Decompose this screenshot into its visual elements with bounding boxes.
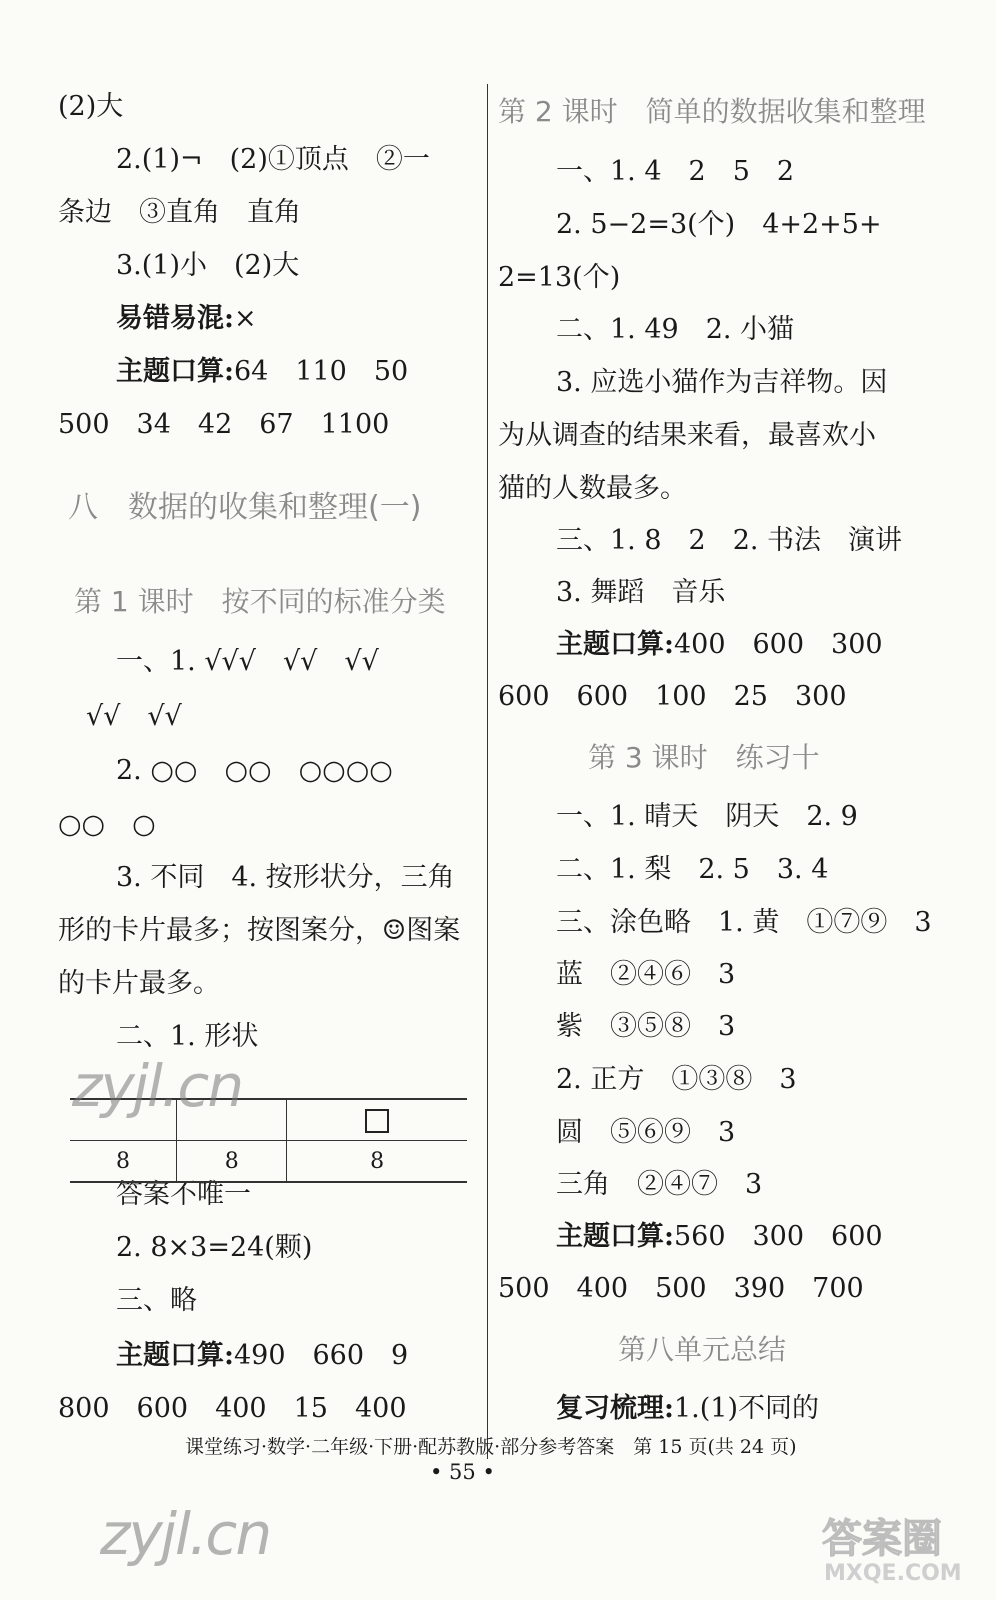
page-number: • 55 • <box>430 1460 495 1484</box>
answer-line: 3. 应选小猫作为吉祥物。因 <box>556 367 888 398</box>
answer-line: 500 400 500 390 700 <box>498 1273 864 1304</box>
answer-line: 三、略 <box>116 1285 197 1316</box>
answer-line: √√ √√ <box>86 701 182 732</box>
watermark: zyjl.cn <box>72 1052 243 1120</box>
answer-line: 形的卡片最多；按图案分，☺图案 <box>58 915 461 946</box>
logo-graphic <box>818 1508 968 1586</box>
answer-line: 800 600 400 15 400 <box>58 1393 407 1424</box>
value: 560 300 600 <box>673 1221 883 1252</box>
table-cell: 8 <box>70 1141 177 1183</box>
answer-line <box>116 355 408 389</box>
site-logo <box>818 1508 968 1586</box>
value: 400 600 300 <box>673 629 883 660</box>
answer-line: 一、1. 4 2 5 2 <box>556 156 795 187</box>
lesson-title: 第 2 课时 简单的数据收集和整理 <box>498 95 926 128</box>
answer-line: 2. 正方 ①③⑧ 3 <box>556 1064 797 1095</box>
label: 主题口算: <box>556 1221 674 1252</box>
answer-line: 二、1. 49 2. 小猫 <box>556 314 795 345</box>
value: × <box>233 303 257 334</box>
table-cell <box>287 1099 467 1141</box>
label: 主题口算: <box>116 1340 234 1371</box>
answer-line: 蓝 ②④⑥ 3 <box>556 959 736 990</box>
answer-line: 3. 舞蹈 音乐 <box>556 577 726 608</box>
answer-line: 二、1. 梨 2. 5 3. 4 <box>556 854 829 885</box>
table-cell: 8 <box>177 1141 287 1183</box>
answer-line: 二、1. 形状 <box>116 1021 259 1052</box>
answer-line: 2. ○○ ○○ ○○○○ <box>116 755 393 786</box>
answer-line: 的卡片最多。 <box>58 968 220 999</box>
chapter-title: 八 数据的收集和整理(一) <box>68 490 422 525</box>
section-title: 第八单元总结 <box>618 1333 787 1366</box>
answer-line: 三、1. 8 2 2. 书法 演讲 <box>556 525 903 556</box>
answer-line: 2.(1)¬ (2)①顶点 ②一 <box>116 144 430 175</box>
answer-line: ○○ ○ <box>58 809 156 840</box>
lesson-title: 第 1 课时 按不同的标准分类 <box>74 585 446 618</box>
answer-line: 2=13(个) <box>498 262 621 293</box>
answer-line: 一、1. 晴天 阴天 2. 9 <box>556 801 858 832</box>
square-icon <box>365 1109 389 1133</box>
answer-line: 为从调查的结果来看，最喜欢小 <box>498 420 876 451</box>
answer-line: 猫的人数最多。 <box>498 473 687 504</box>
answer-line: 答案不唯一 <box>116 1179 251 1210</box>
answer-line: 2. 8×3=24(颗) <box>116 1232 313 1263</box>
answer-line: 600 600 100 25 300 <box>498 681 847 712</box>
answer-line: 条边 ③直角 直角 <box>58 197 301 228</box>
answer-line <box>116 302 257 336</box>
answer-line: (2)大 <box>58 91 124 122</box>
logo-top-text: 答案圈 <box>822 1516 942 1562</box>
answer-line: 500 34 42 67 1100 <box>58 409 390 440</box>
lesson-title: 第 3 课时 练习十 <box>588 741 820 774</box>
value: 490 660 9 <box>233 1340 409 1371</box>
answer-line: 3. 不同 4. 按形状分，三角 <box>116 862 455 893</box>
label: 复习梳理: <box>556 1393 674 1424</box>
answer-line <box>556 1220 883 1254</box>
answer-line: 圆 ⑤⑥⑨ 3 <box>556 1117 736 1148</box>
answer-line: 三角 ②④⑦ 3 <box>556 1169 763 1200</box>
answer-line: 紫 ③⑤⑧ 3 <box>556 1011 736 1042</box>
value: 1.(1)不同的 <box>673 1393 819 1424</box>
column-divider <box>487 84 488 1459</box>
answer-line <box>556 1392 819 1426</box>
watermark: zyjl.cn <box>100 1500 271 1568</box>
answer-line <box>556 628 883 662</box>
answer-line: 三、涂色略 1. 黄 ①⑦⑨ 3 <box>556 907 932 938</box>
logo-bottom-text: MXQE.COM <box>824 1561 962 1586</box>
answer-line: 一、1. √√√ √√ √√ <box>116 646 379 677</box>
answer-line: 2. 5−2=3(个) 4+2+5+ <box>556 209 882 240</box>
label: 易错易混: <box>116 303 234 334</box>
page-footer: 课堂练习·数学·二年级·下册·配苏教版·部分参考答案 第 15 页(共 24 页) <box>185 1436 797 1458</box>
answer-line <box>116 1339 408 1373</box>
label: 主题口算: <box>116 356 234 387</box>
value: 64 110 50 <box>233 356 409 387</box>
answer-line: 3.(1)小 (2)大 <box>116 250 300 281</box>
table-cell: 8 <box>287 1141 467 1183</box>
label: 主题口算: <box>556 629 674 660</box>
